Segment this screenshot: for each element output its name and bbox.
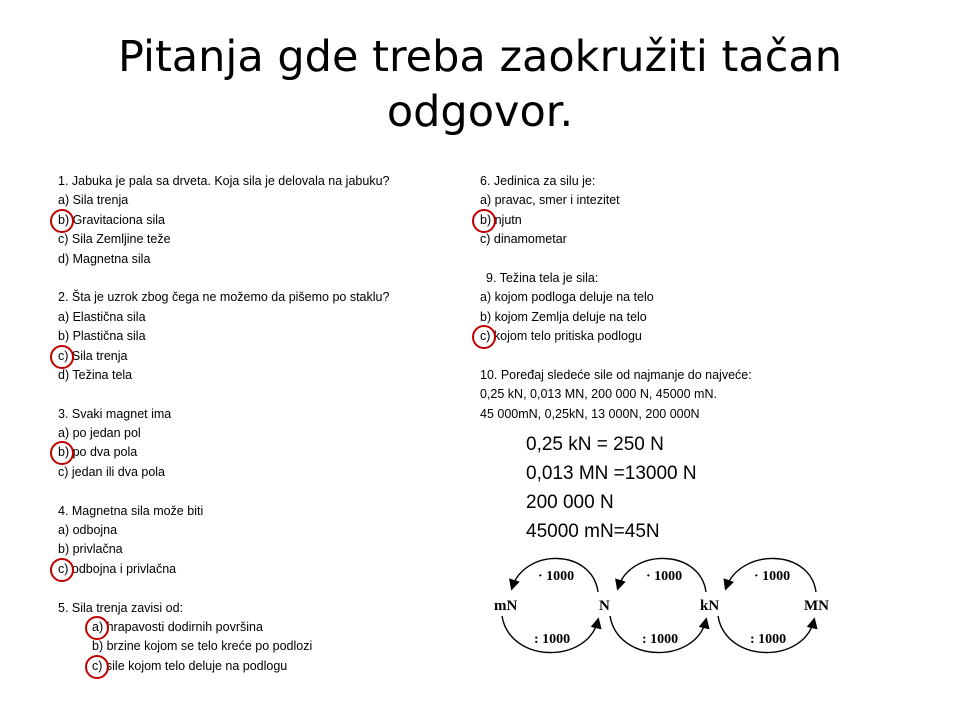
conversions-list <box>526 430 697 546</box>
unit-label-MN: MN <box>804 598 829 614</box>
conversion-line: 45000 mN=45N <box>526 521 660 542</box>
answer-option: b) privlačna <box>58 542 123 557</box>
spacer <box>58 579 478 598</box>
answer-option: d) Težina tela <box>58 367 133 382</box>
answer-option: a) odbojna <box>58 523 118 538</box>
question-2 <box>58 288 478 385</box>
multiply-label: · 1000 <box>646 569 683 584</box>
answer-option-selected <box>58 443 478 462</box>
answer-option: b) brzine kojom se telo kreće po podlozi <box>92 639 313 654</box>
answer-option-label: a) hrapavosti dodirnih površina <box>92 619 263 634</box>
conversion-line: 0,013 MN =13000 N <box>526 463 697 484</box>
answer-option-selected <box>480 327 920 346</box>
answer-option: d) Magnetna sila <box>58 251 151 266</box>
answer-option-selected <box>480 211 920 230</box>
question-text: 6. Jedinica za silu je: <box>480 174 596 188</box>
unit-label-mN: mN <box>494 598 518 614</box>
answer-circle-mark <box>85 655 109 679</box>
spacer <box>480 347 920 366</box>
answer-option: a) kojom podloga deluje na telo <box>480 290 654 305</box>
title-line-1: Pitanja gde treba zaokružiti tačan <box>118 32 842 82</box>
answer-option-selected <box>58 618 478 637</box>
question-text: 1. Jabuka je pala sa drveta. Koja sila je delovala na jabuku? <box>58 174 390 188</box>
divide-label: : 1000 <box>750 632 787 647</box>
answer-option-selected <box>58 347 478 366</box>
conversion-line: 200 000 N <box>526 492 614 513</box>
question-text: 9. Težina tela je sila: <box>486 270 599 285</box>
left-column <box>58 172 478 676</box>
divide-label: : 1000 <box>642 632 679 647</box>
spacer <box>58 385 478 404</box>
answer-option-selected <box>58 657 478 676</box>
answer-circle-mark <box>85 616 109 640</box>
spacer <box>58 482 478 501</box>
question-text: 4. Magnetna sila može biti <box>58 503 204 518</box>
answer-option: b) kojom Zemlja deluje na telo <box>480 309 647 324</box>
question-text: 10. Poređaj sledeće sile od najmanje do najveće: <box>480 367 752 382</box>
answer-circle-mark <box>472 209 496 233</box>
answer-option: b) Plastična sila <box>58 329 146 344</box>
answer-option: c) Sila Zemljine teže <box>58 232 171 247</box>
answer-circle-mark <box>50 209 74 233</box>
question-text: 2. Šta je uzrok zbog čega ne možemo da pišemo po staklu? <box>58 290 390 305</box>
answer-option: a) po jedan pol <box>58 426 141 441</box>
answer-option: c) jedan ili dva pola <box>58 464 166 479</box>
answer-option-label: b) njutn <box>480 212 522 227</box>
spacer <box>58 269 478 288</box>
answer-option: a) Elastična sila <box>58 309 146 324</box>
question-10 <box>480 366 920 424</box>
answer-option: a) Sila trenja <box>58 193 129 208</box>
answer-option-label: b) Gravitaciona sila <box>58 212 165 227</box>
answer-circle-mark <box>50 345 74 369</box>
question-9 <box>480 269 920 347</box>
question-5 <box>58 599 478 677</box>
divide-label: : 1000 <box>534 632 571 647</box>
answer-option-label: c) odbojna i privlačna <box>58 561 177 576</box>
answer-option: c) dinamometar <box>480 232 567 247</box>
answer-option-label: c) kojom telo pritiska podlogu <box>480 329 642 344</box>
question-text: 5. Sila trenja zavisi od: <box>58 600 184 615</box>
question-6 <box>480 172 920 250</box>
answer-option-label: b) po dva pola <box>58 445 138 460</box>
question-3 <box>58 405 478 483</box>
multiply-label: · 1000 <box>538 569 575 584</box>
question-values: 0,25 kN, 0,013 MN, 200 000 N, 45000 mN. <box>480 387 717 402</box>
conversion-line: 0,25 kN = 250 N <box>526 434 664 455</box>
page-title <box>60 30 900 140</box>
answer-option-label: c) Sila trenja <box>58 348 128 363</box>
answer-order: 45 000mN, 0,25kN, 13 000N, 200 000N <box>480 406 700 421</box>
answer-option-label: c) sile kojom telo deluje na podlogu <box>92 658 288 673</box>
unit-label-kN: kN <box>700 598 720 614</box>
answer-circle-mark <box>50 558 74 582</box>
question-text: 3. Svaki magnet ima <box>58 406 172 421</box>
right-column <box>480 172 920 424</box>
unit-conversion-diagram <box>490 540 850 670</box>
spacer <box>480 250 920 269</box>
unit-label-N: N <box>599 598 610 614</box>
answer-circle-mark <box>50 441 74 465</box>
question-1 <box>58 172 478 269</box>
answer-circle-mark <box>472 325 496 349</box>
multiply-label: · 1000 <box>754 569 791 584</box>
question-4 <box>58 502 478 580</box>
title-line-2: odgovor. <box>386 87 574 137</box>
answer-option: a) pravac, smer i intezitet <box>480 193 620 208</box>
answer-option-selected <box>58 560 478 579</box>
answer-option-selected <box>58 211 478 230</box>
